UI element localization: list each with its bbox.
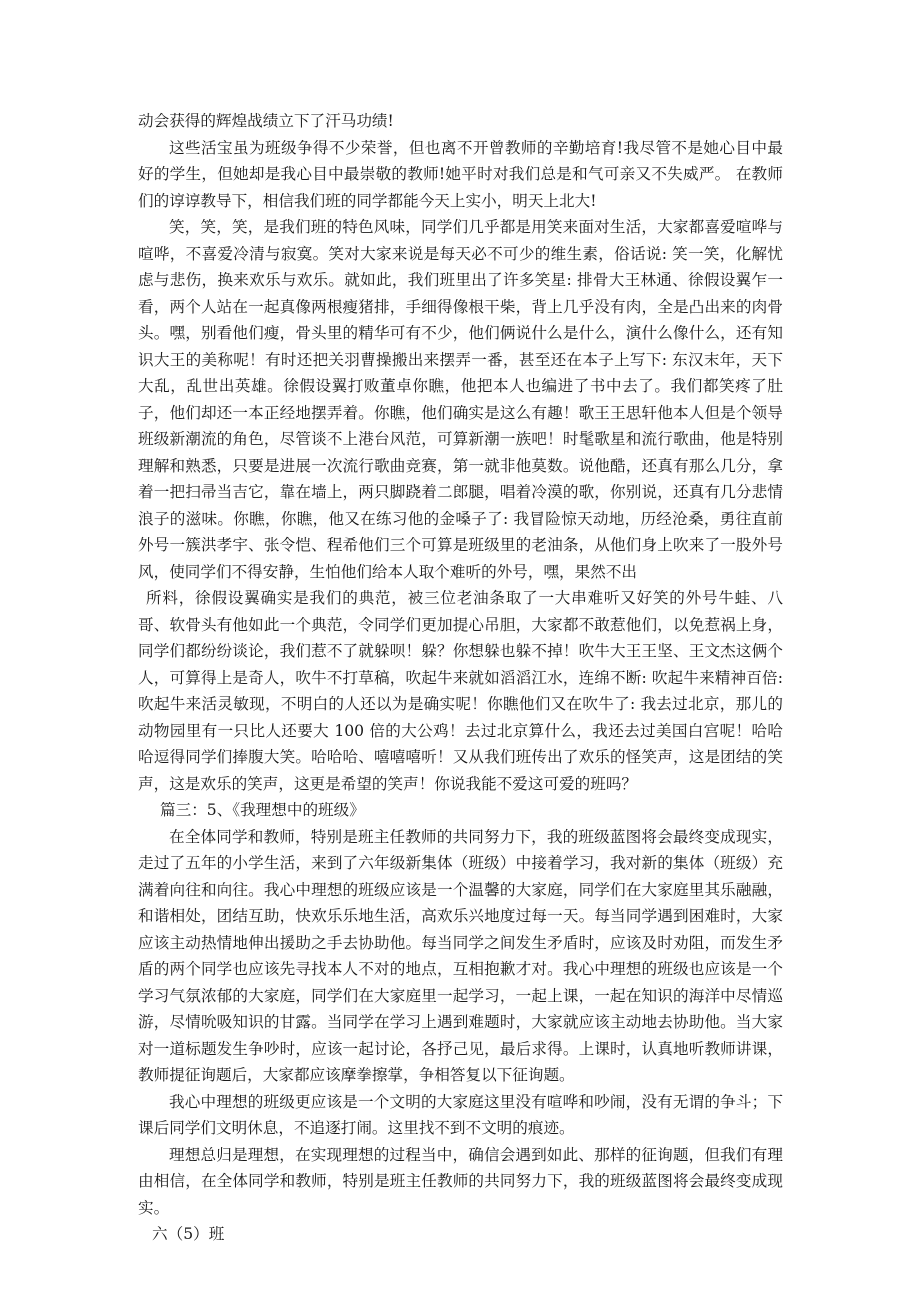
paragraph-1: 动会获得的辉煌战绩立下了汗马功绩! xyxy=(138,112,394,130)
paragraph-4: 所料，徐假设翼确实是我们的典范，被三位老油条取了一大串难听又好笑的外号牛蛙、八哥、软骨头有他如此一个典范，令同学们更加提心吊胆，大家都不敢惹他们，以免惹祸上身，同学们都纷纷谈论，我们惹不了就躲呗！躲？你想躲也躲不掉！吹牛大王王坚、王文杰这俩个人，可算得上是奇人，吹牛不打草稿，吹起牛来就如滔滔江水，连绵不断: 吹起牛来精神百倍: 吹起牛来活灵敏现，不明白的人还以为是确实呢！你瞧他们又在吹牛了: 我去过北京，那儿的动物园里有一只比人还要大 100 倍的大公鸡！去过北京算什么，我还去过美国白宫呢！哈哈哈逗得同学们捧腹大笑。哈哈哈、嘻嘻嘻听！又从我们班传出了欢乐的怪笑声，这是团结的笑声，这是欢乐的笑声，这更是希望的笑声！你说我能不爱这可爱的班吗？ xyxy=(138,589,783,793)
class-signature: 六（5）班 xyxy=(152,1225,225,1243)
paragraph-6: 我心中理想的班级更应该是一个文明的大家庭这里没有喧哗和吵闹，没有无谓的争斗；下课后同学们文明休息，不追逐打闹。这里找不到不文明的痕迹。 xyxy=(138,1092,783,1137)
paragraph-3: 笑，笑，笑，是我们班的特色风味，同学们几乎都是用笑来面对生活，大家都喜爱喧哗与喧哗，不喜爱冷清与寂寞。笑对大家来说是每天必不可少的维生素，俗话说: 笑一笑，化解忧虑与悲伤，换来欢乐与欢乐。就如此，我们班里出了许多笑星: 排骨大王林通、徐假设翼乍一看，两个人站在一起真像两根瘦猪排，手细得像根干柴，背上几乎没有肉，全是凸出来的肉骨头。嘿，别看他们瘦，骨头里的精华可有不少，他们俩说什么是什么，演什么像什么，还有知识大王的美称呢！有时还把关羽曹操搬出来摆弄一番，甚至还在本子上写下: 东汉末年，天下大乱，乱世出英雄。徐假设翼打败董卓你瞧，他把本人也编进了书中去了。我们都笑疼了肚子，他们却还一本正经地摆弄着。你瞧，他们确实是这么有趣！歌王王思轩他本人但是个领导班级新潮流的角色，尽管谈不上港台风范，可算新潮一族吧！时髦歌星和流行歌曲，他是特别理解和熟悉，只要是进展一次流行歌曲竞赛，第一就非他莫数。说他酷，还真有那么几分，拿着一把扫帚当吉它，靠在墙上，两只脚跷着二郎腿，唱着冷漠的歌，你别说，还真有几分悲情浪子的滋味。你瞧，你瞧，他又在练习他的金嗓子了: 我冒险惊天动地，历经沧桑，勇往直前外号一簇洪孝宇、张令恺、程希他们三个可算是班级里的老油条，从他们身上吹来了一股外号风，使同学们不得安静，生怕他们给本人取个难听的外号，嘿，果然不出 xyxy=(138,218,783,581)
paragraph-5: 在全体同学和教师，特别是班主任教师的共同努力下，我的班级蓝图将会最终变成现实，走过了五年的小学生活，来到了六年级新集体（班级）中接着学习，我对新的集体（班级）充满着向往和向往。我心中理想的班级应该是一个温馨的大家庭，同学们在大家庭里其乐融融，和谐相处，团结互助，快欢乐乐地生活，高欢乐兴地度过每一天。每当同学遇到困难时，大家应该主动热情地伸出援助之手去协助他。每当同学之间发生矛盾时，应该及时劝阻，而发生矛盾的两个同学也应该先寻找本人不对的地点，互相抱歉才对。我心中理想的班级也应该是一个学习气氛浓郁的大家庭，同学们在大家庭里一起学习，一起上课，一起在知识的海洋中尽情巡游，尽情吮吸知识的甘露。当同学在学习上遇到难题时，大家就应该主动地去协助他。当大家对一道标题发生争吵时，应该一起讨论，各抒己见，最后求得。上课时，认真地听教师讲课，教师提征询题后，大家都应该摩拳擦掌，争相答复以下征询题。 xyxy=(138,827,783,1084)
paragraph-7: 理想总归是理想，在实现理想的过程当中，确信会遇到如此、那样的征询题，但我们有理由相信，在全体同学和教师，特别是班主任教师的共同努力下，我的班级蓝图将会最终变成现实。 xyxy=(138,1145,783,1217)
paragraph-2: 这些活宝虽为班级争得不少荣誉，但也离不开曾教师的辛勤培育!我尽管不是她心目中最好的学生，但她却是我心目中最崇敬的教师!她平时对我们总是和气可亲又不失威严。 在教师们的谆谆教导下，相信我们班的同学都能今天上实小，明天上北大! xyxy=(138,138,783,210)
document-body xyxy=(138,108,783,1248)
section-heading: 篇三：5、《我理想中的班级》 xyxy=(160,801,365,819)
